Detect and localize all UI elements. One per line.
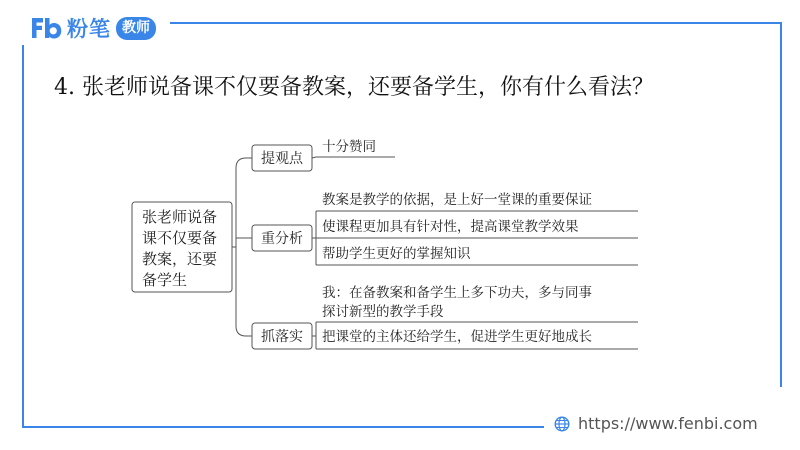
- leaf-text: 帮助学生更好的掌握知识: [322, 246, 471, 262]
- connector-line: [312, 157, 316, 158]
- root-node-text: 课不仅要备: [142, 229, 218, 247]
- branch-label: 重分析: [261, 231, 303, 247]
- branch-label: 抓落实: [261, 329, 303, 345]
- leaf-text: 把课堂的主体还给学生，促进学生更好地成长: [322, 329, 592, 345]
- root-node-text: 教案，还要: [142, 250, 218, 268]
- footer-url[interactable]: [554, 414, 758, 433]
- leaf-text: 探讨新型的教学手段: [322, 304, 444, 320]
- globe-icon: [554, 416, 570, 432]
- root-node-text: 张老师说备: [142, 208, 218, 226]
- branch-label: 提观点: [261, 151, 303, 167]
- question-title: 4. 张老师说备课不仅要备教案，还要备学生，你有什么看法？: [54, 75, 654, 100]
- leaf-text: 我：在备教案和备学生上多下功夫，多与同事: [322, 285, 592, 301]
- root-node-text: 备学生: [142, 271, 188, 289]
- leaf-text: 教案是教学的依据，是上好一堂课的重要保证: [322, 192, 592, 208]
- trunk-line: [236, 158, 246, 336]
- leaf-text: 使课程更加具有针对性，提高课堂教学效果: [322, 219, 579, 235]
- leaf-text: 十分赞同: [322, 139, 376, 155]
- teacher-badge: 教师: [116, 17, 156, 40]
- brand-name: 粉笔: [67, 17, 111, 41]
- website-url[interactable]: https://www.fenbi.com: [578, 414, 758, 433]
